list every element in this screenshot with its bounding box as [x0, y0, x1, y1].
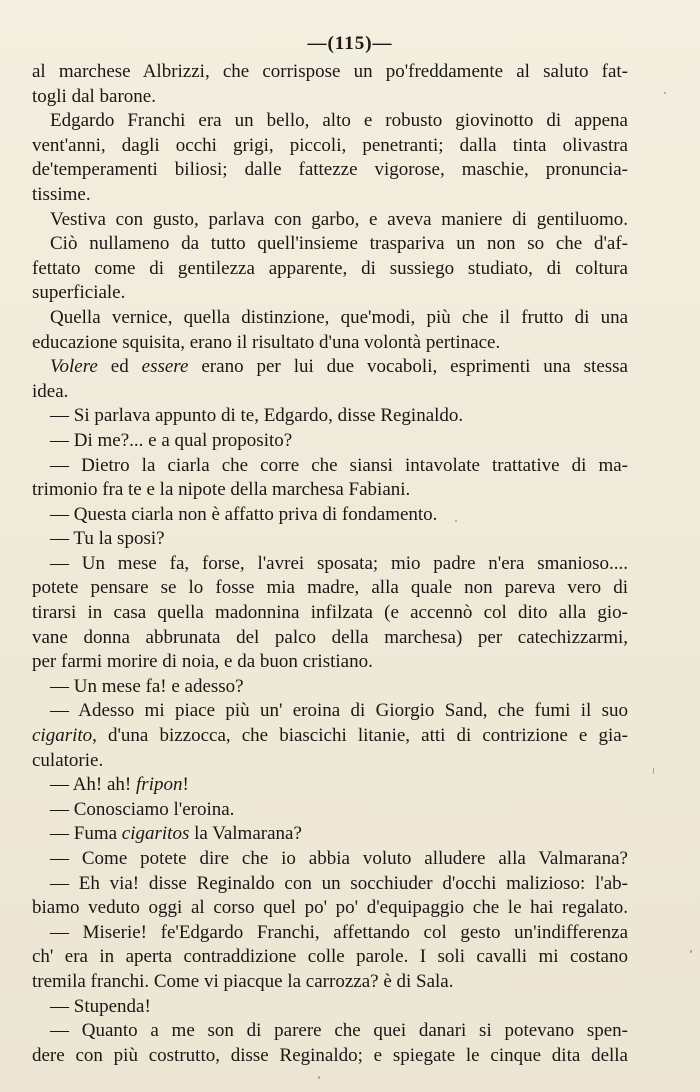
text-line: — Come potete dire che io abbia voluto alludere alla Valmarana?	[50, 848, 628, 869]
text-line	[32, 724, 628, 749]
text-line: — Di me?... e a qual proposito?	[50, 429, 293, 451]
text-line: educazione squisita, erano il risultato d'una volontà pertinace.	[32, 331, 501, 353]
body-text	[32, 60, 628, 1068]
text-line: — Tu la sposi?	[50, 528, 165, 550]
text-line: idea.	[32, 380, 69, 402]
text-line: fettato come di gentilezza apparente, di sussiego studiato, di coltura	[32, 257, 628, 279]
page-number: —(115)—	[307, 33, 393, 54]
text-line: biamo veduto oggi al corso quel po' po' d'equipaggio che le hai regalato.	[32, 897, 628, 919]
text-line: dere con più costrutto, disse Reginaldo; e spiegate le cinque dita della	[32, 1044, 628, 1066]
text-span: ed	[97, 356, 142, 378]
text-line: Vestiva con gusto, parlava con garbo, e aveva maniere di gentiluomo.	[50, 208, 628, 230]
text-line	[32, 773, 628, 798]
text-line: vane donna abbrunata del palco della marchesa) per catechizzarmi,	[32, 626, 628, 648]
text-line	[32, 355, 628, 380]
italic-word: essere	[141, 356, 189, 378]
text-line: — Quanto a me son di parere che quei danari si potevano spen-	[50, 1020, 628, 1042]
text-span: , d'una bizzocca, che biascichi litanie, atti di contrizione e gia-	[92, 725, 628, 747]
text-span: !	[182, 774, 189, 796]
text-line: tirarsi in casa quella madonnina infilzata (e accennò col dito alla gio-	[32, 602, 628, 624]
paper-speck	[318, 1076, 320, 1079]
text-line: de'temperamenti biliosi; dalle fattezze vigorose, maschie, pronuncia-	[32, 159, 628, 181]
text-line: — Adesso mi piace più un' eroina di Giorgio Sand, che fumi il suo	[50, 700, 628, 722]
text-line: tremila franchi. Come vi piacque la carrozza? è di Sala.	[32, 970, 454, 992]
paper-speck	[455, 520, 457, 522]
text-line: — Un mese fa! e adesso?	[50, 675, 244, 697]
text-span: erano per lui due vocaboli, esprimenti una stessa	[188, 356, 628, 378]
text-line: al marchese Albrizzi, che corrispose un po'freddamente al saluto fat-	[32, 61, 628, 82]
text-line: — Questa ciarla non è affatto priva di fondamento.	[50, 503, 438, 525]
text-line: ch' era in aperta contraddizione colle parole. I soli cavalli mi costano	[32, 946, 628, 968]
italic-word: cigarito	[32, 725, 93, 747]
text-line: superficiale.	[32, 282, 126, 304]
text-line	[32, 822, 628, 847]
paper-speck	[664, 92, 666, 94]
italic-word: cigaritos	[121, 823, 190, 845]
text-line: trimonio fra te e la nipote della marchesa Fabiani.	[32, 479, 411, 501]
text-line: — Un mese fa, forse, l'avrei sposata; mio padre n'era smanioso....	[50, 552, 628, 574]
text-line: Edgardo Franchi era un bello, alto e robusto giovinotto di appena	[50, 110, 628, 132]
paper-speck	[653, 768, 654, 774]
text-line: culatorie.	[32, 749, 104, 771]
text-line: togli dal barone.	[32, 85, 156, 107]
text-line: Quella vernice, quella distinzione, que'modi, più che il frutto di una	[50, 306, 628, 328]
italic-word: fripon	[136, 774, 183, 796]
text-line: vent'anni, dagli occhi grigi, piccoli, penetranti; dalla tinta olivastra	[32, 134, 628, 156]
text-line: potete pensare se lo fosse mia madre, alla quale non pareva vero di	[32, 577, 628, 599]
text-line: per farmi morire di noia, e da buon cristiano.	[32, 651, 373, 673]
text-span: — Fuma	[50, 823, 122, 845]
text-span: la Valmarana?	[189, 823, 302, 845]
text-line: — Si parlava appunto di te, Edgardo, disse Reginaldo.	[50, 405, 464, 427]
paper-speck	[690, 950, 692, 953]
text-line: tissime.	[32, 183, 91, 205]
text-line: — Stupenda!	[50, 995, 151, 1017]
text-line: — Eh via! disse Reginaldo con un socchiuder d'occhi malizioso: l'ab-	[50, 872, 628, 894]
text-line: — Miserie! fe'Edgardo Franchi, affettando col gesto un'indifferenza	[50, 921, 628, 943]
italic-word: Volere	[50, 356, 98, 378]
text-line: — Dietro la ciarla che corre che siansi intavolate trattative di ma-	[50, 454, 628, 476]
text-line: — Conosciamo l'eroina.	[50, 798, 235, 820]
text-line: Ciò nullameno da tutto quell'insieme traspariva un non so che d'af-	[50, 233, 628, 255]
text-span: — Ah! ah!	[50, 774, 137, 796]
